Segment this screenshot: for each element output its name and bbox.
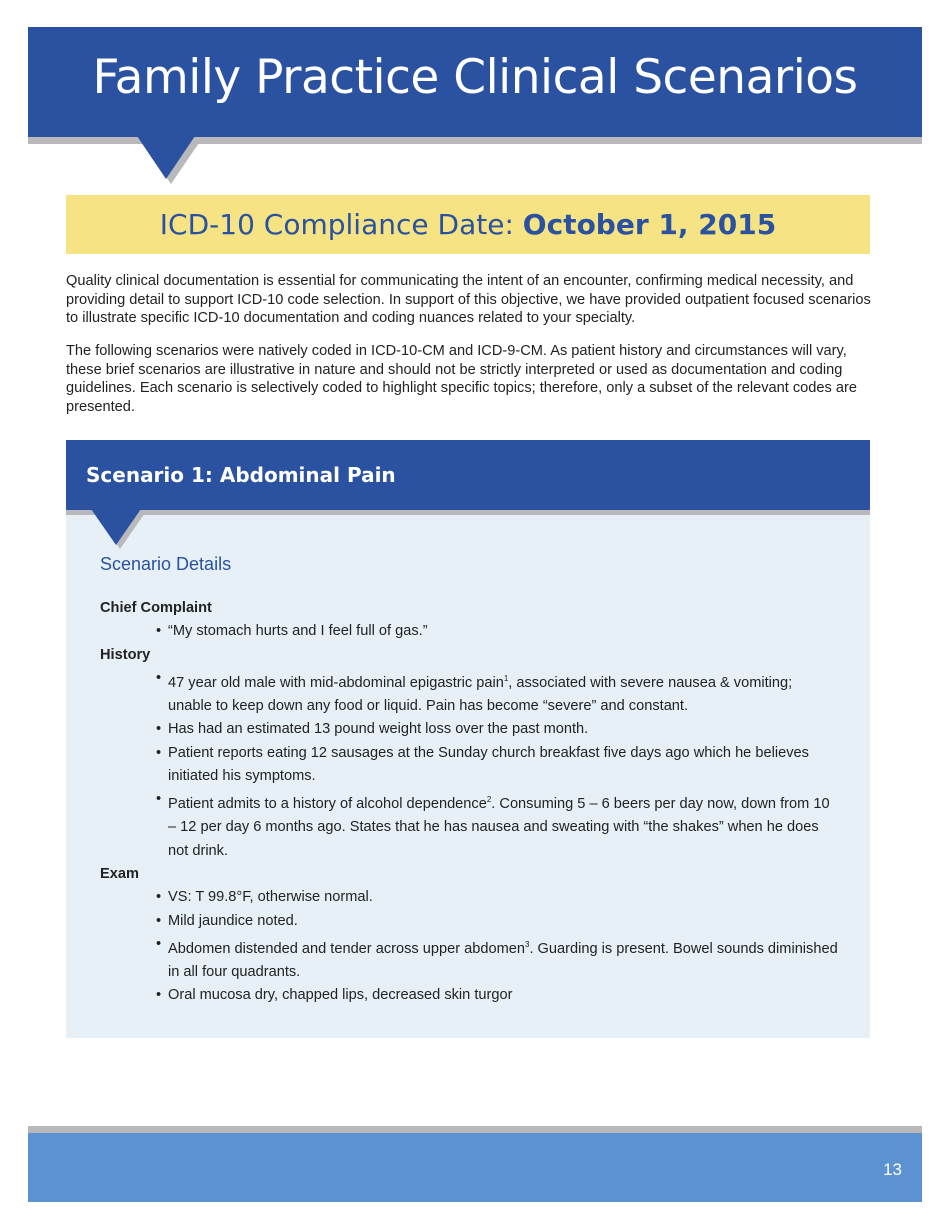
page-title: Family Practice Clinical Scenarios bbox=[92, 50, 858, 105]
history-item-1-text: 47 year old male with mid-abdominal epigastric pain bbox=[168, 674, 504, 691]
scenario-pointer bbox=[91, 509, 141, 545]
compliance-date: October 1, 2015 bbox=[522, 208, 777, 241]
list-item: • Oral mucosa dry, chapped lips, decreased skin turgor bbox=[156, 984, 840, 1007]
scenario-content bbox=[100, 597, 840, 1008]
footnote-marker: 2 bbox=[486, 795, 492, 805]
list-item bbox=[156, 667, 840, 718]
intro-paragraph-2: The following scenarios were natively coded in ICD-10-CM and ICD-9-CM. As patient history and circumstances will vary, these brief scenarios are illustrative in nature and should not be strictly interpreted or used as documentation and coding guidelines. Each scenario is selectively coded to highlight specific topics; therefore, only a subset of the relevant codes are presented. bbox=[66, 343, 857, 415]
exam-list bbox=[100, 886, 840, 1007]
compliance-label: ICD-10 Compliance Date: bbox=[159, 208, 523, 241]
footer-shadow bbox=[28, 1126, 922, 1133]
list-item: • Patient reports eating 12 sausages at the Sunday church breakfast five days ago which he believes initiated his symptoms. bbox=[156, 742, 840, 789]
footnote-marker: 3 bbox=[524, 939, 530, 949]
header-pointer bbox=[137, 136, 195, 179]
compliance-banner bbox=[66, 195, 870, 254]
page-number: 13 bbox=[883, 1160, 902, 1179]
list-item: • VS: T 99.8°F, otherwise normal. bbox=[156, 886, 840, 909]
header-banner bbox=[28, 27, 922, 137]
exam-item-3-text-cont: . Guarding is present. Bowel sounds diminished in all four quadrants. bbox=[168, 940, 838, 981]
scenario-header-shadow bbox=[66, 510, 870, 515]
exam-label: Exam bbox=[100, 865, 139, 882]
list-item: • Mild jaundice noted. bbox=[156, 910, 840, 933]
history-item-4-text-cont: . Consuming 5 – 6 beers per day now, down from 10 – 12 per day 6 months ago. States that he has nausea and sweating with “the shakes” when he does not drink. bbox=[168, 796, 830, 859]
list-item bbox=[156, 788, 840, 863]
footnote-marker: 1 bbox=[503, 673, 509, 683]
list-item: • Has had an estimated 13 pound weight loss over the past month. bbox=[156, 718, 840, 741]
footer-bar bbox=[28, 1133, 922, 1202]
chief-complaint-label: Chief Complaint bbox=[100, 600, 212, 616]
exam-item-3-text: Abdomen distended and tender across upper abdomen bbox=[168, 940, 525, 957]
history-label: History bbox=[100, 646, 151, 663]
list-item: • “My stomach hurts and I feel full of gas.” bbox=[156, 620, 840, 643]
chief-complaint-list bbox=[100, 620, 840, 643]
scenario-details-title: Scenario Details bbox=[100, 554, 232, 574]
list-item bbox=[156, 933, 840, 984]
history-item-1-text-cont: , associated with severe nausea & vomiting; unable to keep down any food or liquid. Pain has become “severe” and constant. bbox=[168, 674, 793, 715]
intro-paragraph-1: Quality clinical documentation is essential for communicating the intent of an encounter, confirming medical necessity, and providing detail to support ICD-10 code selection. In support of this objective, we have provided outpatient focused scenarios to illustrate specific ICD-10 documentation and coding nuances related to your specialty. bbox=[66, 273, 871, 327]
scenario-title: Scenario 1: Abdominal Pain bbox=[86, 463, 396, 487]
scenario-header bbox=[66, 440, 870, 510]
history-list bbox=[100, 667, 840, 863]
history-item-4-text: Patient admits to a history of alcohol dependence bbox=[168, 796, 487, 813]
